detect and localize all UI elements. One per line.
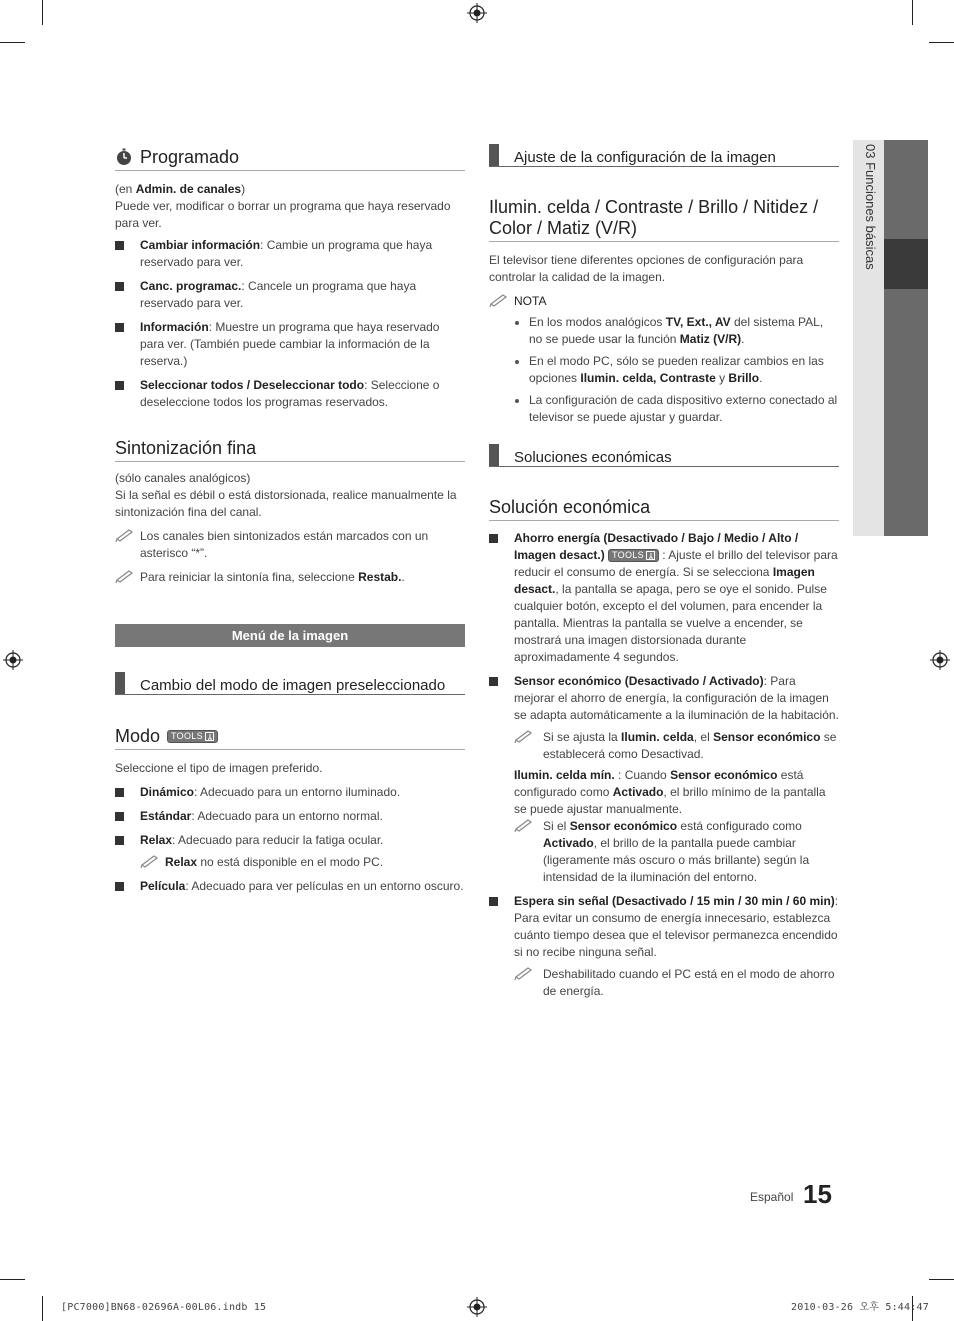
timer-icon bbox=[115, 148, 133, 166]
ilumin-heading: Ilumin. celda / Contraste / Brillo / Nitidez / Color / Matiz (V/R) bbox=[489, 197, 839, 242]
section-soluciones: Soluciones económicas bbox=[489, 443, 839, 467]
relax-note: Relax no está disponible en el modo PC. bbox=[140, 854, 465, 871]
sintonizacion-note: Los canales bien sintonizados están marcados con un asterisco “*”. bbox=[115, 528, 465, 562]
crop-mark bbox=[929, 1279, 954, 1280]
list-item: Información: Muestre un programa que haya reservado para ver. (También puede cambiar la información de la reserva.) bbox=[115, 319, 465, 370]
registration-mark-icon bbox=[467, 1297, 487, 1317]
ilumin-intro: El televisor tiene diferentes opciones de configuración para controlar la calidad de la imagen. bbox=[489, 253, 804, 284]
note-pencil-icon bbox=[140, 854, 160, 868]
list-item: Sensor económico (Desactivado / Activado): Para mejorar el ahorro de energía, la configuración de la imagen se adapta automáticamente a la iluminación de la habitación. Si se ajusta la Ilumin. celda, el Sensor económico se establecerá como Desactivad. Ilumin. celda mín. : Cuando Sensor económico está configurado como Activado, el brillo mínimo de la pantalla se puede ajustar manualmente. Si el Sensor económico está configurado como Activado, el brillo de la pantalla puede cambiar (ligeramente más oscuro o más brillante) según la intensidad de la iluminación del entorno. bbox=[489, 673, 839, 886]
modo-intro: Seleccione el tipo de imagen preferido. bbox=[115, 761, 323, 775]
list-item: Canc. programac.: Cancele un programa que haya reservado para ver. bbox=[115, 278, 465, 312]
crop-mark bbox=[0, 1279, 25, 1280]
list-item: En los modos analógicos TV, Ext., AV del sistema PAL, no se puede usar la función Matiz (V/R). bbox=[489, 314, 839, 348]
nota-label: NOTA bbox=[489, 293, 839, 310]
sintonizacion-line1: (sólo canales analógicos) bbox=[115, 471, 251, 485]
programado-intro: Puede ver, modificar o borrar un programa que haya reservado para ver. bbox=[115, 199, 451, 230]
modo-heading bbox=[115, 725, 465, 750]
tools-badge: TOOLS bbox=[608, 549, 659, 562]
side-chapter-label: 03 Funciones básicas bbox=[863, 144, 878, 270]
programado-list bbox=[115, 237, 465, 411]
tools-symbol-icon bbox=[205, 732, 214, 741]
programado-heading bbox=[115, 146, 465, 171]
note-pencil-icon bbox=[489, 293, 509, 307]
programado-context: (en Admin. de canales) bbox=[115, 182, 246, 196]
tools-badge: TOOLS bbox=[167, 730, 218, 743]
crop-mark bbox=[929, 42, 954, 43]
espera-note: Deshabilitado cuando el PC está en el modo de ahorro de energía. bbox=[514, 966, 839, 1000]
list-item: En el modo PC, sólo se pueden realizar cambios en las opciones Ilumin. celda, Contraste y Brillo. bbox=[489, 353, 839, 387]
side-chapter-strip bbox=[884, 140, 928, 536]
crop-mark bbox=[0, 42, 25, 43]
list-item: Estándar: Adecuado para un entorno normal. bbox=[115, 808, 465, 825]
crop-mark bbox=[42, 1296, 43, 1321]
note-pencil-icon bbox=[115, 528, 135, 542]
note-pencil-icon bbox=[514, 966, 534, 980]
list-item: La configuración de cada dispositivo externo conectado al televisor se puede ajustar y guardar. bbox=[489, 392, 839, 426]
list-item: Película: Adecuado para ver películas en un entorno oscuro. bbox=[115, 878, 465, 895]
page-number: 15 bbox=[803, 1179, 832, 1209]
sintonizacion-note: Para reiniciar la sintonía fina, seleccione Restab.. bbox=[115, 569, 465, 586]
sintonizacion-title: Sintonización fina bbox=[115, 437, 465, 462]
solucion-list bbox=[489, 530, 839, 1000]
list-item: Relax: Adecuado para reducir la fatiga ocular. Relax no está disponible en el modo PC. bbox=[115, 832, 465, 871]
left-column bbox=[115, 146, 465, 895]
modo-title: Modo bbox=[115, 726, 161, 746]
registration-mark-icon bbox=[3, 650, 23, 670]
registration-mark-icon bbox=[930, 650, 950, 670]
list-item: Dinámico: Adecuado para un entorno iluminado. bbox=[115, 784, 465, 801]
footer-language: Español bbox=[750, 1190, 794, 1204]
sensor-note: Si se ajusta la Ilumin. celda, el Sensor económico se establecerá como Desactivad. bbox=[514, 729, 839, 763]
list-item: Ahorro energía (Desactivado / Bajo / Medio / Alto / Imagen desact.) TOOLS : Ajuste el brillo del televisor para reducir el consumo de energía. Si se selecciona Imagen desact., la pantalla se apaga, pero se oye el sonido. Pulse cualquier botón, excepto el del volumen, para encender la pantalla. Mientras la pantalla se vuelve a encender, se mostrará una imagen distorsionada durante aproximadamente 4 segundos. bbox=[489, 530, 839, 666]
right-column bbox=[489, 143, 839, 1000]
side-chapter-marker bbox=[884, 239, 928, 289]
note-pencil-icon bbox=[115, 569, 135, 583]
menu-de-la-imagen-bar: Menú de la imagen bbox=[115, 624, 465, 647]
tools-symbol-icon bbox=[646, 551, 655, 560]
nota-list bbox=[489, 314, 839, 426]
crop-mark bbox=[912, 0, 913, 25]
note-pencil-icon bbox=[514, 729, 534, 743]
registration-mark-icon bbox=[467, 3, 487, 23]
crop-mark bbox=[42, 0, 43, 25]
list-item: Espera sin señal (Desactivado / 15 min / 30 min / 60 min): Para evitar un consumo de energía innecesario, establezca cuánto tiempo desea que el televisor permanezca encendido si no recibe ninguna señal. Deshabilitado cuando el PC está en el modo de ahorro de energía. bbox=[489, 893, 839, 1000]
section-ajuste: Ajuste de la configuración de la imagen bbox=[489, 143, 839, 167]
list-item: Cambiar información: Cambie un programa que haya reservado para ver. bbox=[115, 237, 465, 271]
list-item: Seleccionar todos / Deseleccionar todo: Seleccione o deseleccione todos los programas reservados. bbox=[115, 377, 465, 411]
programado-title: Programado bbox=[140, 147, 240, 167]
print-slug-date: 2010-03-26 오후 5:44:47 bbox=[791, 1302, 929, 1313]
print-slug-file: [PC7000]BN68-02696A-00L06.indb 15 bbox=[61, 1302, 267, 1313]
modo-list bbox=[115, 784, 465, 895]
sintonizacion-line2: Si la señal es débil o está distorsionada, realice manualmente la sintonización fina del canal. bbox=[115, 488, 457, 519]
solucion-title: Solución económica bbox=[489, 496, 839, 521]
note-pencil-icon bbox=[514, 818, 534, 832]
ilumin-min-text: Ilumin. celda mín. : Cuando Sensor económico está configurado como Activado, el brillo mínimo de la pantalla se puede ajustar manualmente. bbox=[514, 768, 826, 816]
sensor-note: Si el Sensor económico está configurado como Activado, el brillo de la pantalla puede cambiar (ligeramente más oscuro o más brillante) según la intensidad de la iluminación del entorno. bbox=[514, 818, 839, 886]
section-cambio-modo: Cambio del modo de imagen preseleccionado bbox=[115, 671, 465, 695]
